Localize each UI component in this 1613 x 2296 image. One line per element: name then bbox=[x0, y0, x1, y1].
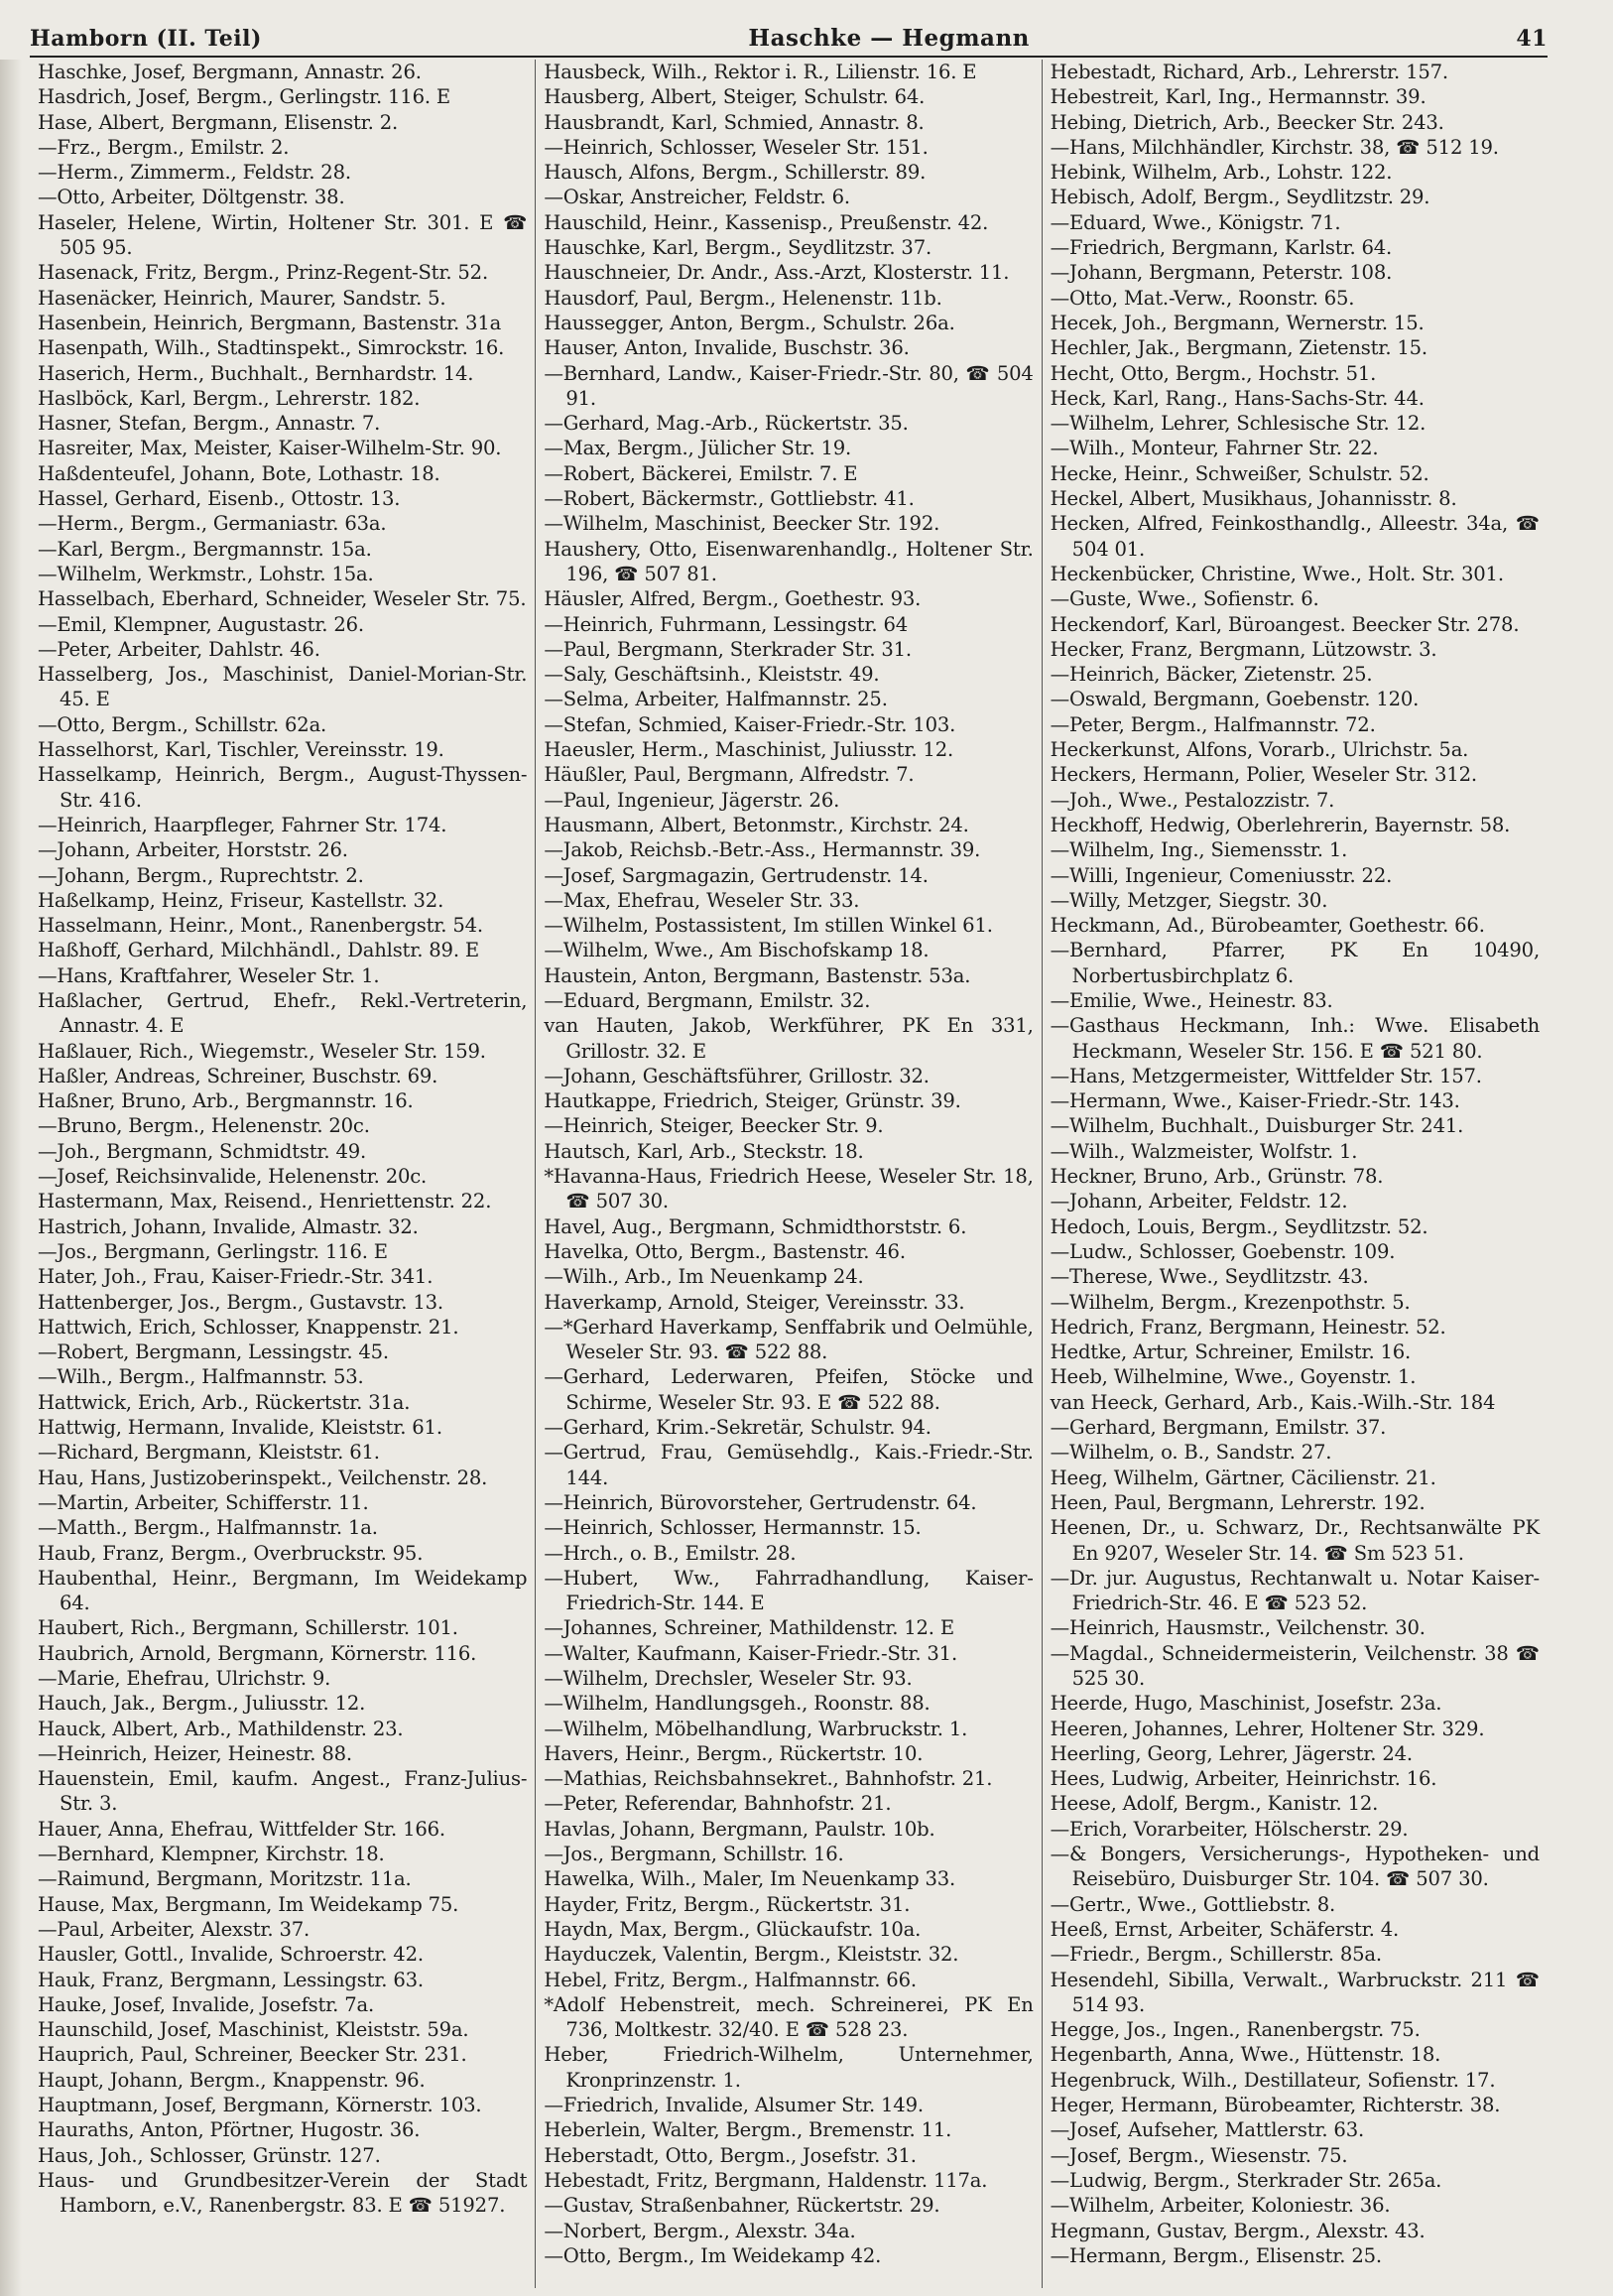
directory-entry: Hasner, Stefan, Bergm., Annastr. 7. bbox=[38, 412, 381, 436]
directory-entry: Hausberg, Albert, Steiger, Schulstr. 64. bbox=[544, 85, 926, 109]
directory-entry: Hesendehl, Sibilla, Verwalt., Warbruckstr. 211 ☎ 514 93. bbox=[1050, 1968, 1540, 2016]
directory-entry: —Wilh., Arb., Im Neuenkamp 24. bbox=[544, 1265, 864, 1289]
directory-entry: —Wilhelm, Maschinist, Beecker Str. 192. bbox=[544, 512, 940, 536]
directory-entry: Heckerkunst, Alfons, Vorarb., Ulrichstr. 5a. bbox=[1050, 738, 1469, 762]
directory-entry: Hasdrich, Josef, Bergm., Gerlingstr. 116. E bbox=[38, 85, 450, 109]
directory-entry: —Johann, Arbeiter, Feldstr. 12. bbox=[1050, 1190, 1348, 1213]
directory-entry: —Paul, Arbeiter, Alexstr. 37. bbox=[38, 1917, 310, 1941]
directory-entry: —Peter, Arbeiter, Dahlstr. 46. bbox=[38, 637, 320, 661]
directory-entry: Haunschild, Josef, Maschinist, Kleiststr. 59a. bbox=[38, 2018, 469, 2042]
directory-entry: —Friedr., Bergm., Schillerstr. 85a. bbox=[1050, 1943, 1382, 1967]
directory-entry: Hausbeck, Wilh., Rektor i. R., Lilienstr. 16. E bbox=[544, 61, 977, 83]
directory-entry: Hautkappe, Friedrich, Steiger, Grünstr. 39. bbox=[544, 1089, 961, 1113]
directory-entry: Haus, Joh., Schlosser, Grünstr. 127. bbox=[38, 2143, 381, 2167]
directory-entry: Hause, Max, Bergmann, Im Weidekamp 75. bbox=[38, 1892, 459, 1916]
directory-entry: Haubrich, Arnold, Bergmann, Körnerstr. 116. bbox=[38, 1641, 477, 1665]
directory-entry: Hauraths, Anton, Pförtner, Hugostr. 36. bbox=[38, 2118, 421, 2142]
directory-entry: —Erich, Vorarbeiter, Hölscherstr. 29. bbox=[1050, 1817, 1409, 1841]
directory-entry: —Magdal., Schneidermeisterin, Veilchenstr. 38 ☎ 525 30. bbox=[1050, 1641, 1540, 1690]
directory-entry: Hasenpath, Wilh., Stadtinspekt., Simrockstr. 16. bbox=[38, 336, 505, 360]
directory-entry: —Wilhelm, Handlungsgeh., Roonstr. 88. bbox=[544, 1692, 931, 1716]
directory-entry: Hattwig, Hermann, Invalide, Kleiststr. 61. bbox=[38, 1416, 442, 1440]
directory-entry: Hausler, Gottl., Invalide, Schroerstr. 42. bbox=[38, 1943, 424, 1967]
directory-entry: Haub, Franz, Bergm., Overbruckstr. 95. bbox=[38, 1541, 424, 1565]
directory-entry: —Heinrich, Bürovorsteher, Gertrudenstr. 64. bbox=[544, 1490, 977, 1514]
directory-entry: —Jakob, Reichsb.-Betr.-Ass., Hermannstr. 39. bbox=[544, 838, 981, 862]
directory-entry: —Ludw., Schlosser, Goebenstr. 109. bbox=[1050, 1239, 1396, 1263]
directory-entry: Heerde, Hugo, Maschinist, Josefstr. 23a. bbox=[1050, 1692, 1442, 1716]
directory-entry: Hedtke, Artur, Schreiner, Emilstr. 16. bbox=[1050, 1340, 1412, 1364]
directory-entry: —Jos., Bergmann, Gerlingstr. 116. E bbox=[38, 1239, 388, 1263]
directory-entry: —Gerhard, Lederwaren, Pfeifen, Stöcke und Schirme, Weseler Str. 93. E ☎ 522 88. bbox=[544, 1365, 1034, 1414]
directory-entry: *Adolf Hebenstreit, mech. Schreinerei, PK En 736, Moltkestr. 32/40. E ☎ 528 23. bbox=[544, 1992, 1034, 2042]
directory-entry: —Paul, Ingenieur, Jägerstr. 26. bbox=[544, 788, 840, 812]
directory-entry: —Otto, Bergm., Schillstr. 62a. bbox=[38, 712, 327, 736]
directory-entry: —Willy, Metzger, Siegstr. 30. bbox=[1050, 888, 1328, 912]
directory-entry: Hasselberg, Jos., Maschinist, Daniel-Morian-Str. 45. E bbox=[38, 663, 528, 711]
directory-entry: —Otto, Arbeiter, Döltgenstr. 38. bbox=[38, 186, 345, 209]
directory-entry: Hasselhorst, Karl, Tischler, Vereinsstr. 19. bbox=[38, 738, 444, 762]
directory-entry: Haseler, Helene, Wirtin, Holtener Str. 301. E ☎ 505 95. bbox=[38, 210, 528, 260]
directory-entry: —Peter, Bergm., Halfmannstr. 72. bbox=[1050, 712, 1376, 736]
directory-entry: —Gerhard, Krim.-Sekretär, Schulstr. 94. bbox=[544, 1416, 931, 1440]
directory-entry: Heberlein, Walter, Bergm., Bremenstr. 11. bbox=[544, 2118, 952, 2142]
page-header bbox=[30, 20, 1548, 52]
directory-entry: Hecke, Heinr., Schweißer, Schulstr. 52. bbox=[1050, 461, 1429, 485]
directory-entry: Hauch, Jak., Bergm., Juliusstr. 12. bbox=[38, 1692, 366, 1716]
directory-entry: Heerling, Georg, Lehrer, Jägerstr. 24. bbox=[1050, 1741, 1413, 1765]
directory-entry: —Hermann, Wwe., Kaiser-Friedr.-Str. 143. bbox=[1050, 1089, 1460, 1113]
directory-entry: —Richard, Bergmann, Kleiststr. 61. bbox=[38, 1441, 380, 1465]
directory-entry: —Max, Ehefrau, Weseler Str. 33. bbox=[544, 888, 860, 912]
directory-entry: —Bernhard, Pfarrer, PK En 10490, Norbertusbirchplatz 6. bbox=[1050, 939, 1540, 987]
header-rule bbox=[30, 56, 1548, 58]
directory-entry: Haßler, Andreas, Schreiner, Buschstr. 69. bbox=[38, 1064, 438, 1087]
directory-entry: Hasenack, Fritz, Bergm., Prinz-Regent-Str. 52. bbox=[38, 261, 488, 285]
directory-entry: Hegenbarth, Anna, Wwe., Hüttenstr. 18. bbox=[1050, 2043, 1441, 2067]
directory-entry: —Wilhelm, Buchhalt., Duisburger Str. 241. bbox=[1050, 1114, 1464, 1138]
directory-entry: Hauke, Josef, Invalide, Josefstr. 7a. bbox=[38, 1992, 374, 2016]
directory-entry: —Josef, Aufseher, Mattlerstr. 63. bbox=[1050, 2118, 1364, 2142]
directory-entry: van Hauten, Jakob, Werkführer, PK En 331, Grillostr. 32. E bbox=[544, 1014, 1034, 1063]
directory-entry: Haverkamp, Arnold, Steiger, Vereinsstr. 33. bbox=[544, 1290, 965, 1314]
directory-entry: —Eduard, Bergmann, Emilstr. 32. bbox=[544, 988, 871, 1012]
directory-entry: —Josef, Bergm., Wiesenstr. 75. bbox=[1050, 2143, 1348, 2167]
directory-entry: Hauenstein, Emil, kaufm. Angest., Franz-Julius-Str. 3. bbox=[38, 1767, 528, 1816]
directory-entry: Hauer, Anna, Ehefrau, Wittfelder Str. 166. bbox=[38, 1817, 445, 1841]
directory-entry: Hauschke, Karl, Bergm., Seydlitzstr. 37. bbox=[544, 236, 931, 260]
directory-entry: —Ludwig, Bergm., Sterkrader Str. 265a. bbox=[1050, 2168, 1442, 2192]
directory-entry: —Wilhelm, Drechsler, Weseler Str. 93. bbox=[544, 1667, 913, 1690]
directory-entry: Hauprich, Paul, Schreiner, Beecker Str. 231. bbox=[38, 2043, 467, 2067]
directory-entry: —Marie, Ehefrau, Ulrichstr. 9. bbox=[38, 1667, 331, 1690]
directory-entry: Hasenbein, Heinrich, Bergmann, Bastenstr. 31a bbox=[38, 311, 502, 334]
directory-entry: —Otto, Mat.-Verw., Roonstr. 65. bbox=[1050, 286, 1355, 310]
directory-entry: —Martin, Arbeiter, Schifferstr. 11. bbox=[38, 1490, 369, 1514]
directory-entry: —Johann, Bergmann, Peterstr. 108. bbox=[1050, 261, 1393, 285]
directory-entry: —Johannes, Schreiner, Mathildenstr. 12. E bbox=[544, 1616, 954, 1640]
directory-entry: —Heinrich, Fuhrmann, Lessingstr. 64 bbox=[544, 612, 909, 636]
directory-entry: Hecken, Alfred, Feinkosthandlg., Alleestr. 34a, ☎ 504 01. bbox=[1050, 512, 1540, 561]
directory-entry: Hausch, Alfons, Bergm., Schillerstr. 89. bbox=[544, 161, 927, 185]
directory-entry: —Wilhelm, Bergm., Krezenpothstr. 5. bbox=[1050, 1290, 1411, 1314]
directory-entry: —Johann, Bergm., Ruprechtstr. 2. bbox=[38, 863, 364, 887]
directory-entry: —Walter, Kaufmann, Kaiser-Friedr.-Str. 31. bbox=[544, 1641, 957, 1665]
directory-entry: Heen, Paul, Bergmann, Lehrerstr. 192. bbox=[1050, 1490, 1426, 1514]
directory-entry: —Gasthaus Heckmann, Inh.: Wwe. Elisabeth Heckmann, Weseler Str. 156. E ☎ 521 80. bbox=[1050, 1014, 1540, 1063]
directory-entry: Hegmann, Gustav, Bergm., Alexstr. 43. bbox=[1050, 2219, 1426, 2242]
directory-entry: —Selma, Arbeiter, Halfmannstr. 25. bbox=[544, 688, 888, 711]
directory-entry: Haeusler, Herm., Maschinist, Juliusstr. 12. bbox=[544, 738, 953, 762]
directory-entry: —Robert, Bäckermstr., Gottliebstr. 41. bbox=[544, 487, 915, 511]
directory-entry: —Herm., Bergm., Germaniastr. 63a. bbox=[38, 512, 387, 536]
directory-entry: —Heinrich, Hausmstr., Veilchenstr. 30. bbox=[1050, 1616, 1426, 1640]
directory-entry: Hausmann, Albert, Betonmstr., Kirchstr. 24. bbox=[544, 813, 969, 836]
directory-entry: —Heinrich, Haarpfleger, Fahrner Str. 174. bbox=[38, 813, 447, 836]
directory-entry: —Max, Bergm., Jülicher Str. 19. bbox=[544, 437, 852, 460]
directory-entry: Hebel, Fritz, Bergm., Halfmannstr. 66. bbox=[544, 1968, 917, 1991]
directory-entry: Haschke, Josef, Bergmann, Annastr. 26. bbox=[38, 61, 422, 83]
directory-entry: van Heeck, Gerhard, Arb., Kais.-Wilh.-Str. 184 bbox=[1050, 1390, 1496, 1414]
directory-entry: Haßlauer, Rich., Wiegemstr., Weseler Str. 159. bbox=[38, 1039, 486, 1063]
directory-entry: —Heinrich, Schlosser, Weseler Str. 151. bbox=[544, 135, 929, 159]
directory-entry: —& Bongers, Versicherungs-, Hypotheken- und Reisebüro, Duisburger Str. 104. ☎ 507 30. bbox=[1050, 1843, 1540, 1891]
directory-entry: Haubenthal, Heinr., Bergmann, Im Weidekamp 64. bbox=[38, 1566, 528, 1615]
directory-entry: Hattwich, Erich, Schlosser, Knappenstr. 21. bbox=[38, 1315, 459, 1339]
directory-entry: Hauck, Albert, Arb., Mathildenstr. 23. bbox=[38, 1717, 404, 1740]
directory-entry: Hedoch, Louis, Bergm., Seydlitzstr. 52. bbox=[1050, 1214, 1428, 1238]
directory-entry: Hauk, Franz, Bergmann, Lessingstr. 63. bbox=[38, 1968, 424, 1991]
directory-entry: —Johann, Geschäftsführer, Grillostr. 32. bbox=[544, 1064, 930, 1087]
directory-entry: Hawelka, Wilh., Maler, Im Neuenkamp 33. bbox=[544, 1867, 956, 1891]
directory-entry: —Emilie, Wwe., Heinestr. 83. bbox=[1050, 988, 1333, 1012]
directory-entry: —Gertrud, Frau, Gemüsehdlg., Kais.-Friedr.-Str. 144. bbox=[544, 1441, 1034, 1489]
directory-entry: Hausbrandt, Karl, Schmied, Annastr. 8. bbox=[544, 110, 925, 134]
directory-entry: —Willi, Ingenieur, Comeniusstr. 22. bbox=[1050, 863, 1393, 887]
directory-entry: Hau, Hans, Justizoberinspekt., Veilchenstr. 28. bbox=[38, 1466, 488, 1489]
directory-entry: —Herm., Zimmerm., Feldstr. 28. bbox=[38, 161, 351, 185]
directory-entry: Hebestadt, Richard, Arb., Lehrerstr. 157. bbox=[1050, 61, 1448, 83]
directory-entry: Heckhoff, Hedwig, Oberlehrerin, Bayernstr. 58. bbox=[1050, 813, 1511, 836]
directory-entry: —Stefan, Schmied, Kaiser-Friedr.-Str. 103. bbox=[544, 712, 956, 736]
directory-entry: —Wilhelm, Arbeiter, Koloniestr. 36. bbox=[1050, 2194, 1391, 2218]
directory-entry: —Saly, Geschäftsinh., Kleiststr. 49. bbox=[544, 663, 880, 687]
directory-entry: —Gustav, Straßenbahner, Rückertstr. 29. bbox=[544, 2194, 940, 2218]
directory-entry: —Heinrich, Schlosser, Hermannstr. 15. bbox=[544, 1516, 922, 1540]
directory-entry: Hasselbach, Eberhard, Schneider, Weseler Str. 75. bbox=[38, 587, 527, 611]
directory-entry: Haus- und Grundbesitzer-Verein der Stadt Hamborn, e.V., Ranenbergstr. 83. E ☎ 51927. bbox=[38, 2168, 528, 2218]
directory-entry: Heeb, Wilhelmine, Wwe., Goyenstr. 1. bbox=[1050, 1365, 1417, 1389]
directory-entry: —Therese, Wwe., Seydlitzstr. 43. bbox=[1050, 1265, 1369, 1289]
directory-entry: —Wilhelm, Ing., Siemensstr. 1. bbox=[1050, 838, 1348, 862]
directory-entry: —Karl, Bergm., Bergmannstr. 15a. bbox=[38, 537, 372, 561]
directory-entry: Haserich, Herm., Buchhalt., Bernhardstr. 14. bbox=[38, 361, 474, 385]
directory-entry: Hautsch, Karl, Arb., Steckstr. 18. bbox=[544, 1139, 864, 1163]
directory-entry: Hasenäcker, Heinrich, Maurer, Sandstr. 5. bbox=[38, 286, 446, 310]
directory-entry: —Josef, Sargmagazin, Gertrudenstr. 14. bbox=[544, 863, 929, 887]
directory-entry: Heeß, Ernst, Arbeiter, Schäferstr. 4. bbox=[1050, 1917, 1400, 1941]
directory-entry: —Raimund, Bergmann, Moritzstr. 11a. bbox=[38, 1867, 412, 1891]
directory-entry: —Frz., Bergm., Emilstr. 2. bbox=[38, 135, 290, 159]
directory-entry: —Gerhard, Mag.-Arb., Rückertstr. 35. bbox=[544, 412, 909, 436]
directory-entry: —Robert, Bergmann, Lessingstr. 45. bbox=[38, 1340, 389, 1364]
directory-entry: Heeren, Johannes, Lehrer, Holtener Str. 329. bbox=[1050, 1717, 1485, 1740]
directory-entry: —Wilhelm, Möbelhandlung, Warbruckstr. 1. bbox=[544, 1717, 968, 1740]
directory-entry: Haushery, Otto, Eisenwarenhandlg., Holtener Str. 196, ☎ 507 81. bbox=[544, 537, 1034, 585]
directory-entry: Haustein, Anton, Bergmann, Bastenstr. 53a. bbox=[544, 963, 971, 987]
directory-entry: Hastermann, Max, Reisend., Henriettenstr. 22. bbox=[38, 1190, 492, 1213]
directory-entry: Havelka, Otto, Bergm., Bastenstr. 46. bbox=[544, 1239, 906, 1263]
directory-entry: Hase, Albert, Bergmann, Elisenstr. 2. bbox=[38, 110, 398, 134]
directory-entry: Heber, Friedrich-Wilhelm, Unternehmer, Kronprinzenstr. 1. bbox=[544, 2043, 1034, 2092]
directory-entry: Hauschneier, Dr. Andr., Ass.-Arzt, Klosterstr. 11. bbox=[544, 261, 1010, 285]
directory-entry: —Peter, Referendar, Bahnhofstr. 21. bbox=[544, 1792, 892, 1816]
directory-entry: —Wilhelm, Wwe., Am Bischofskamp 18. bbox=[544, 939, 930, 962]
directory-entry: Haßhoff, Gerhard, Milchhändl., Dahlstr. 89. E bbox=[38, 939, 479, 962]
header-left: Hamborn (II. Teil) bbox=[30, 26, 262, 52]
directory-entry: Hebink, Wilhelm, Arb., Lohstr. 122. bbox=[1050, 161, 1393, 185]
directory-entry: Hegge, Jos., Ingen., Ranenbergstr. 75. bbox=[1050, 2018, 1421, 2042]
directory-entry: —Friedrich, Invalide, Alsumer Str. 149. bbox=[544, 2094, 924, 2117]
directory-entry: —Joh., Wwe., Pestalozzistr. 7. bbox=[1050, 788, 1335, 812]
directory-entry: —Heinrich, Heizer, Heinestr. 88. bbox=[38, 1741, 352, 1765]
directory-entry: —Heinrich, Steiger, Beecker Str. 9. bbox=[544, 1114, 884, 1138]
directory-entry: —Robert, Bäckerei, Emilstr. 7. E bbox=[544, 461, 858, 485]
directory-entry: —Friedrich, Bergmann, Karlstr. 64. bbox=[1050, 236, 1393, 260]
directory-entry: Hecker, Franz, Bergmann, Lützowstr. 3. bbox=[1050, 637, 1437, 661]
directory-entry: Heckendorf, Karl, Büroangest. Beecker Str. 278. bbox=[1050, 612, 1520, 636]
directory-entry: —Wilhelm, Lehrer, Schlesische Str. 12. bbox=[1050, 412, 1427, 436]
directory-entry: Hebisch, Adolf, Bergm., Seydlitzstr. 29. bbox=[1050, 186, 1430, 209]
directory-entry: Haßelkamp, Heinz, Friseur, Kastellstr. 32. bbox=[38, 888, 444, 912]
directory-entry: Hees, Ludwig, Arbeiter, Heinrichstr. 16. bbox=[1050, 1767, 1437, 1791]
directory-entry: —Bernhard, Landw., Kaiser-Friedr.-Str. 80, ☎ 504 91. bbox=[544, 361, 1034, 410]
directory-entry: —Wilh., Bergm., Halfmannstr. 53. bbox=[38, 1365, 364, 1389]
directory-entry: Hayduczek, Valentin, Bergm., Kleiststr. 32. bbox=[544, 1943, 959, 1967]
directory-entry: —Bruno, Bergm., Helenenstr. 20c. bbox=[38, 1114, 370, 1138]
directory-entry: —Bernhard, Klempner, Kirchstr. 18. bbox=[38, 1843, 385, 1866]
directory-entry: Haubert, Rich., Bergmann, Schillerstr. 101. bbox=[38, 1616, 458, 1640]
directory-entry: Hebing, Dietrich, Arb., Beecker Str. 243. bbox=[1050, 110, 1444, 134]
directory-entry: —Eduard, Wwe., Königstr. 71. bbox=[1050, 210, 1341, 234]
directory-entry: —Hans, Kraftfahrer, Weseler Str. 1. bbox=[38, 963, 380, 987]
page-edge-shadow bbox=[0, 60, 22, 2296]
directory-entry: Hasselkamp, Heinrich, Bergm., August-Thyssen-Str. 416. bbox=[38, 763, 528, 812]
directory-entry: Haupt, Johann, Bergm., Knappenstr. 96. bbox=[38, 2068, 426, 2092]
page-number: 41 bbox=[1516, 26, 1548, 52]
directory-entry: Hebestadt, Fritz, Bergmann, Haldenstr. 117a. bbox=[544, 2168, 988, 2192]
directory-entry: —Hubert, Ww., Fahrradhandlung, Kaiser-Friedrich-Str. 144. E bbox=[544, 1566, 1034, 1615]
directory-entry: Hattenberger, Jos., Bergm., Gustavstr. 13. bbox=[38, 1290, 443, 1314]
directory-entry: Hecek, Joh., Bergmann, Wernerstr. 15. bbox=[1050, 311, 1425, 334]
directory-entry: —Jos., Bergmann, Schillstr. 16. bbox=[544, 1843, 844, 1866]
directory-entry: Häußler, Paul, Bergmann, Alfredstr. 7. bbox=[544, 763, 915, 787]
directory-entry: —Wilh., Monteur, Fahrner Str. 22. bbox=[1050, 437, 1379, 460]
column-3 bbox=[1043, 60, 1548, 2288]
directory-entry: Heckner, Bruno, Arb., Grünstr. 78. bbox=[1050, 1165, 1384, 1189]
directory-entry: Hauschild, Heinr., Kassenisp., Preußenstr. 42. bbox=[544, 210, 989, 234]
directory-entry: Heckel, Albert, Musikhaus, Johannisstr. 8. bbox=[1050, 487, 1457, 511]
directory-entry: —Gerhard, Bergmann, Emilstr. 37. bbox=[1050, 1416, 1387, 1440]
directory-entry: —Hrch., o. B., Emilstr. 28. bbox=[544, 1541, 797, 1565]
directory-entry: —Hans, Metzgermeister, Wittfelder Str. 157. bbox=[1050, 1064, 1482, 1087]
directory-entry: —Johann, Arbeiter, Horststr. 26. bbox=[38, 838, 348, 862]
directory-entry: Heckmann, Ad., Bürobeamter, Goethestr. 66. bbox=[1050, 914, 1485, 938]
directory-entry: —Norbert, Bergm., Alexstr. 34a. bbox=[544, 2219, 856, 2242]
directory-entry: —Otto, Bergm., Im Weidekamp 42. bbox=[544, 2243, 882, 2267]
directory-entry: —Wilhelm, o. B., Sandstr. 27. bbox=[1050, 1441, 1332, 1465]
directory-entry: Hater, Joh., Frau, Kaiser-Friedr.-Str. 341. bbox=[38, 1265, 434, 1289]
directory-entry: Heckers, Hermann, Polier, Weseler Str. 312. bbox=[1050, 763, 1477, 787]
directory-entry: Hedrich, Franz, Bergmann, Heinestr. 52. bbox=[1050, 1315, 1446, 1339]
directory-entry: —Mathias, Reichsbahnsekret., Bahnhofstr. 21. bbox=[544, 1767, 993, 1791]
directory-entry: Hasreiter, Max, Meister, Kaiser-Wilhelm-Str. 90. bbox=[38, 437, 502, 460]
directory-entry: Haßdenteufel, Johann, Bote, Lothastr. 18. bbox=[38, 461, 440, 485]
directory-entry: Hegenbruck, Wilh., Destillateur, Sofienstr. 17. bbox=[1050, 2068, 1496, 2092]
directory-entry: Hasselmann, Heinr., Mont., Ranenbergstr. 54. bbox=[38, 914, 483, 938]
directory-entry: —Gertr., Wwe., Gottliebstr. 8. bbox=[1050, 1892, 1335, 1916]
directory-entry: Heger, Hermann, Bürobeamter, Richterstr. 38. bbox=[1050, 2094, 1501, 2117]
directory-entry: Häusler, Alfred, Bergm., Goethestr. 93. bbox=[544, 587, 922, 611]
directory-entry: Hayder, Fritz, Bergm., Rückertstr. 31. bbox=[544, 1892, 911, 1916]
directory-entry: Hattwick, Erich, Arb., Rückertstr. 31a. bbox=[38, 1390, 411, 1414]
directory-entry: Haslböck, Karl, Bergm., Lehrerstr. 182. bbox=[38, 386, 421, 410]
directory-entry: Hechler, Jak., Bergmann, Zietenstr. 15. bbox=[1050, 336, 1427, 360]
directory-entry: Hauptmann, Josef, Bergmann, Körnerstr. 103. bbox=[38, 2094, 482, 2117]
directory-entry: Havers, Heinr., Bergm., Rückertstr. 10. bbox=[544, 1741, 924, 1765]
directory-entry: —Hermann, Bergm., Elisenstr. 25. bbox=[1050, 2243, 1382, 2267]
directory-entry: Haussegger, Anton, Bergm., Schulstr. 26a. bbox=[544, 311, 955, 334]
directory-entry: Hauser, Anton, Invalide, Buschstr. 36. bbox=[544, 336, 910, 360]
directory-entry: —Hans, Milchhändler, Kirchstr. 38, ☎ 512 19. bbox=[1050, 135, 1499, 159]
directory-entry: Heck, Karl, Rang., Hans-Sachs-Str. 44. bbox=[1050, 386, 1425, 410]
directory-entry: Haydn, Max, Bergm., Glückaufstr. 10a. bbox=[544, 1917, 922, 1941]
directory-entry: Heckenbücker, Christine, Wwe., Holt. Str. 301. bbox=[1050, 562, 1504, 585]
directory-entry: —*Gerhard Haverkamp, Senffabrik und Oelmühle, Weseler Str. 93. ☎ 522 88. bbox=[544, 1315, 1034, 1364]
directory-entry: —Heinrich, Bäcker, Zietenstr. 25. bbox=[1050, 663, 1373, 687]
directory-entry: Heeg, Wilhelm, Gärtner, Cäcilienstr. 21. bbox=[1050, 1466, 1436, 1489]
columns bbox=[30, 60, 1548, 2288]
directory-entry: —Wilhelm, Postassistent, Im stillen Winkel 61. bbox=[544, 914, 993, 938]
column-1 bbox=[30, 60, 536, 2288]
directory-entry: Hassel, Gerhard, Eisenb., Ottostr. 13. bbox=[38, 487, 401, 511]
directory-entry: Hausdorf, Paul, Bergm., Helenenstr. 11b. bbox=[544, 286, 942, 310]
directory-entry: *Havanna-Haus, Friedrich Heese, Weseler Str. 18, ☎ 507 30. bbox=[544, 1165, 1034, 1213]
directory-entry: Haßlacher, Gertrud, Ehefr., Rekl.-Vertreterin, Annastr. 4. E bbox=[38, 988, 528, 1038]
directory-entry: —Oswald, Bergmann, Goebenstr. 120. bbox=[1050, 688, 1420, 711]
directory-entry: Hastrich, Johann, Invalide, Almastr. 32. bbox=[38, 1214, 419, 1238]
directory-entry: Havel, Aug., Bergmann, Schmidthorststr. 6. bbox=[544, 1214, 967, 1238]
directory-entry: Heberstadt, Otto, Bergm., Josefstr. 31. bbox=[544, 2143, 917, 2167]
directory-entry: Heenen, Dr., u. Schwarz, Dr., Rechtsanwälte PK En 9207, Weseler Str. 14. ☎ Sm 523 51. bbox=[1050, 1516, 1540, 1565]
directory-entry: —Josef, Reichsinvalide, Helenenstr. 20c. bbox=[38, 1165, 428, 1189]
directory-entry: Hecht, Otto, Bergm., Hochstr. 51. bbox=[1050, 361, 1377, 385]
directory-entry: —Guste, Wwe., Sofienstr. 6. bbox=[1050, 587, 1319, 611]
directory-entry: Heese, Adolf, Bergm., Kanistr. 12. bbox=[1050, 1792, 1379, 1816]
directory-entry: —Paul, Bergmann, Sterkrader Str. 31. bbox=[544, 637, 912, 661]
directory-entry: Havlas, Johann, Bergmann, Paulstr. 10b. bbox=[544, 1817, 935, 1841]
directory-entry: —Matth., Bergm., Halfmannstr. 1a. bbox=[38, 1516, 378, 1540]
directory-entry: Hebestreit, Karl, Ing., Hermannstr. 39. bbox=[1050, 85, 1427, 109]
column-2 bbox=[536, 60, 1042, 2288]
directory-entry: —Joh., Bergmann, Schmidtstr. 49. bbox=[38, 1139, 367, 1163]
directory-entry: —Wilh., Walzmeister, Wolfstr. 1. bbox=[1050, 1139, 1358, 1163]
directory-entry: —Wilhelm, Werkmstr., Lohstr. 15a. bbox=[38, 562, 374, 585]
directory-entry: —Oskar, Anstreicher, Feldstr. 6. bbox=[544, 186, 850, 209]
directory-entry: Haßner, Bruno, Arb., Bergmannstr. 16. bbox=[38, 1089, 414, 1113]
running-head: Haschke — Hegmann bbox=[748, 25, 1030, 52]
directory-entry: —Dr. jur. Augustus, Rechtanwalt u. Notar Kaiser-Friedrich-Str. 46. E ☎ 523 52. bbox=[1050, 1566, 1540, 1615]
directory-entry: —Emil, Klempner, Augustastr. 26. bbox=[38, 612, 364, 636]
